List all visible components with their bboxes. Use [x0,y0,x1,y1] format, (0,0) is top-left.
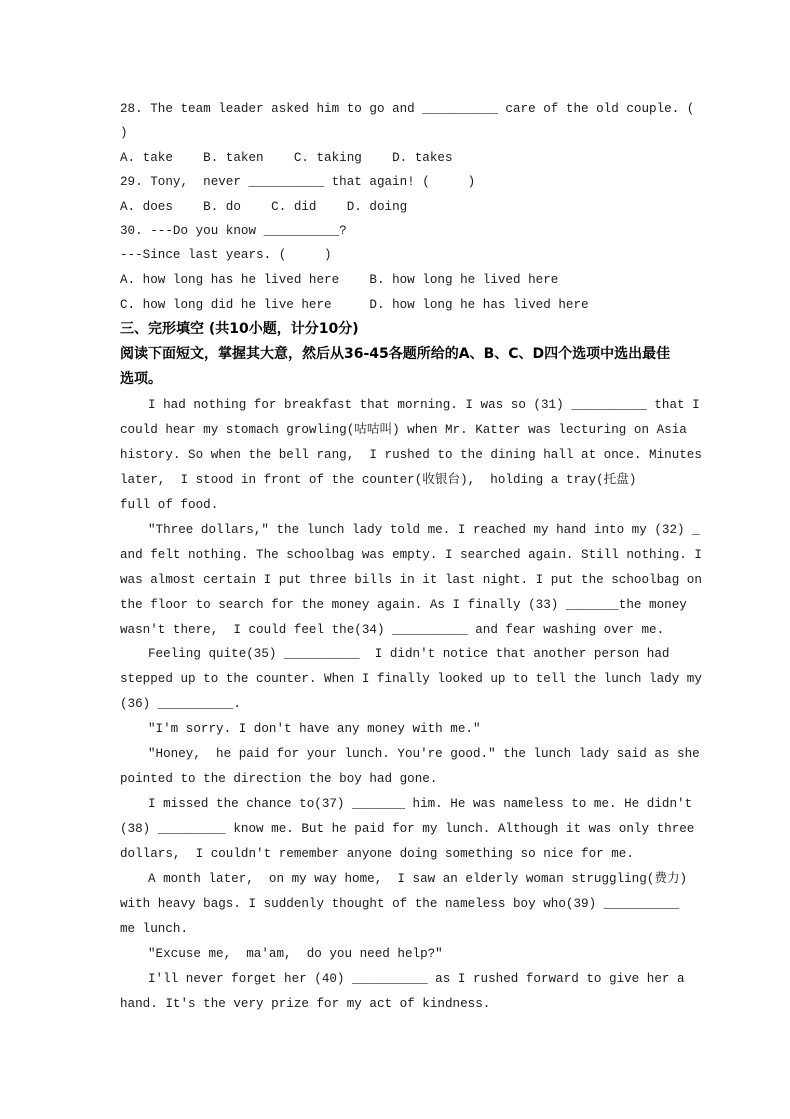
passage-line: stepped up to the counter. When I finally looked up to tell the lunch lady my [120,672,702,686]
passage-line: hand. It's the very prize for my act of kindness. [120,997,491,1011]
passage-line: pointed to the direction the boy had gone. [120,772,438,786]
passage-line: dollars, I couldn't remember anyone doing something so nice for me. [120,847,634,861]
passage-line: later, I stood in front of the counter(收银台), holding a tray(托盘) [120,473,637,487]
passage-line: wasn't there, I could feel the(34) __________ and fear washing over me. [120,623,665,637]
passage-line: I missed the chance to(37) _______ him. He was nameless to me. He didn't [148,797,693,811]
passage-line: "I'm sorry. I don't have any money with me." [148,722,481,736]
passage-line: the floor to search for the money again. As I finally (33) _______the money [120,598,687,612]
question-30-options-ab: A. how long has he lived here B. how long he lived here [120,273,559,287]
passage-line: "Three dollars," the lunch lady told me. I reached my hand into my (32) _ [148,523,700,537]
passage-line: full of food. [120,498,219,512]
question-28-stem-continued: ) [120,126,128,140]
passage-line: A month later, on my way home, I saw an elderly woman struggling(费力) [148,872,688,886]
section-title: 三、完形填空 (共10小题，计分10分) [120,321,359,337]
question-30-options-cd: C. how long did he live here D. how long he has lived here [120,298,589,312]
passage-line: I'll never forget her (40) __________ as I rushed forward to give her a [148,972,685,986]
passage-line: (38) _________ know me. But he paid for my lunch. Although it was only three [120,822,695,836]
passage-line: and felt nothing. The schoolbag was empty. I searched again. Still nothing. I [120,548,702,562]
passage-line: me lunch. [120,922,189,936]
question-29-options: A. does B. do C. did D. doing [120,200,408,214]
passage-line: Feeling quite(35) __________ I didn't notice that another person had [148,647,670,661]
section-instruction: 阅读下面短文，掌握其大意，然后从36-45各题所给的A、B、C、D四个选项中选出最佳 [120,346,671,362]
question-30-reply: ---Since last years. ( ) [120,248,332,262]
passage-line: "Honey, he paid for your lunch. You're good." the lunch lady said as she [148,747,700,761]
passage-line: could hear my stomach growling(咕咕叫) when Mr. Katter was lecturing on Asia [120,423,687,437]
question-28-options: A. take B. taken C. taking D. takes [120,151,453,165]
question-28-stem: 28. The team leader asked him to go and __________ care of the old couple. ( [120,102,695,116]
passage-line: was almost certain I put three bills in it last night. I put the schoolbag on [120,573,702,587]
passage-line: I had nothing for breakfast that morning. I was so (31) __________ that I [148,398,700,412]
passage-line: "Excuse me, ma'am, do you need help?" [148,947,443,961]
passage-line: with heavy bags. I suddenly thought of the nameless boy who(39) __________ [120,897,680,911]
passage-line: (36) __________. [120,697,241,711]
section-instruction-continued: 选项。 [120,371,162,387]
question-29-stem: 29. Tony, never __________ that again! ( ) [120,175,476,189]
passage-line: history. So when the bell rang, I rushed to the dining hall at once. Minutes [120,448,702,462]
question-30-stem: 30. ---Do you know __________? [120,224,347,238]
